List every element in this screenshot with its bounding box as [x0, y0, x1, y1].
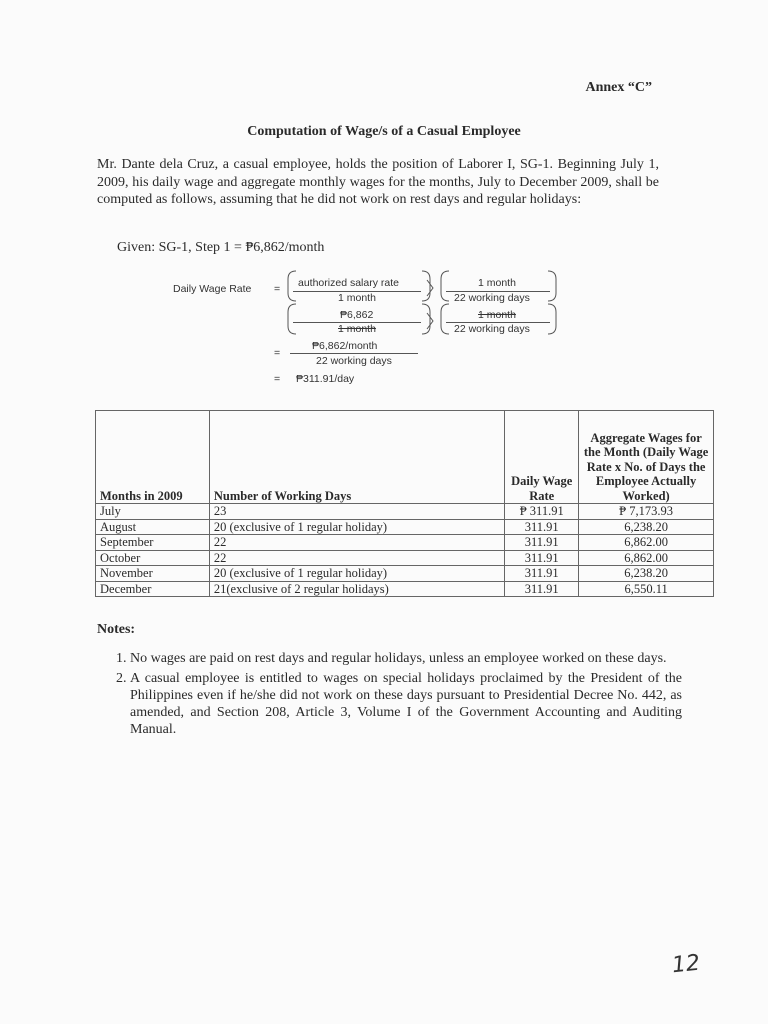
table-row [96, 581, 714, 597]
cell-aggregate: 6,550.11 [579, 581, 714, 597]
row3-fraction-bar [290, 353, 418, 354]
header-months: Months in 2009 [96, 411, 210, 504]
intro-paragraph: Mr. Dante dela Cruz, a casual employee, holds the position of Laborer I, SG-1. Beginning July 1, 2009, his daily wage and aggregate monthly wages for the months, July to December 2009, shall be computed as follows, assuming that he did not work on rest days and regular holidays: [97, 157, 659, 207]
row1-denominator-2: 22 working days [454, 292, 530, 304]
row2-numerator: ₱6,862 [340, 309, 374, 321]
cell-aggregate: 6,862.00 [579, 535, 714, 551]
cell-rate: 311.91 [505, 566, 579, 582]
document-title: Computation of Wage/s of a Casual Employee [247, 124, 521, 139]
table-row [96, 550, 714, 566]
annex-label: Annex “C” [585, 80, 652, 95]
header-daily-wage-rate: Daily Wage Rate [505, 411, 579, 504]
cell-month: October [96, 550, 210, 566]
cell-aggregate: 6,238.20 [579, 519, 714, 535]
formula-brackets [0, 0, 768, 400]
cell-days: 21(exclusive of 2 regular holidays) [209, 581, 504, 597]
cell-aggregate: 6,238.20 [579, 566, 714, 582]
row2-denominator-2: 22 working days [454, 323, 530, 335]
cell-rate: 311.91 [505, 535, 579, 551]
cell-days: 20 (exclusive of 1 regular holiday) [209, 566, 504, 582]
cell-month: December [96, 581, 210, 597]
cell-days: 22 [209, 535, 504, 551]
cell-days: 23 [209, 504, 504, 520]
row3-numerator: ₱6,862/month [312, 340, 378, 352]
cell-month: November [96, 566, 210, 582]
formula-label: Daily Wage Rate [173, 283, 252, 295]
cell-rate: 311.91 [505, 519, 579, 535]
row1-denominator: 1 month [338, 292, 376, 304]
cell-rate: 311.91 [505, 581, 579, 597]
table-header-row [96, 411, 714, 504]
row3-denominator: 22 working days [316, 355, 392, 367]
row2-denominator: 1 month [338, 323, 376, 335]
table-row [96, 535, 714, 551]
formula-equals-3: = [274, 373, 281, 385]
formula-equals-1: = [274, 283, 281, 295]
formula-result: ₱311.91/day [296, 373, 355, 385]
cell-month: September [96, 535, 210, 551]
formula-equals-2: = [274, 347, 281, 359]
cell-rate: 311.91 [505, 550, 579, 566]
daily-wage-formula [0, 0, 768, 400]
table-row [96, 504, 714, 520]
page-number: 12 [670, 950, 702, 979]
given-statement: Given: SG-1, Step 1 = ₱6,862/month [117, 240, 325, 255]
cell-days: 22 [209, 550, 504, 566]
notes-list [108, 650, 682, 741]
table-row [96, 519, 714, 535]
notes-heading: Notes: [97, 622, 136, 637]
note-item: 2. A casual employee is entitled to wages on special holidays proclaimed by the President of the Philippines even if he/she did not work on these days pursuant to Presidential Decree No. 442, as amended, and Section 208, Article 3, Volume I of the Government Accounting and Auditing Manual. [130, 670, 682, 738]
cell-month: August [96, 519, 210, 535]
header-aggregate-wages: Aggregate Wages for the Month (Daily Wage Rate x No. of Days the Employee Actually Worked) [579, 411, 714, 504]
cell-aggregate: ₱ 7,173.93 [579, 504, 714, 520]
cell-rate: ₱ 311.91 [505, 504, 579, 520]
row1-numerator: authorized salary rate [298, 277, 399, 289]
table-row [96, 566, 714, 582]
row2-numerator-2: 1 month [478, 309, 516, 321]
cell-days: 20 (exclusive of 1 regular holiday) [209, 519, 504, 535]
cell-month: July [96, 504, 210, 520]
row1-numerator-2: 1 month [478, 277, 516, 289]
cell-aggregate: 6,862.00 [579, 550, 714, 566]
header-working-days: Number of Working Days [209, 411, 504, 504]
note-item: 1. No wages are paid on rest days and regular holidays, unless an employee worked on these days. [130, 650, 682, 667]
wages-table [95, 410, 714, 597]
